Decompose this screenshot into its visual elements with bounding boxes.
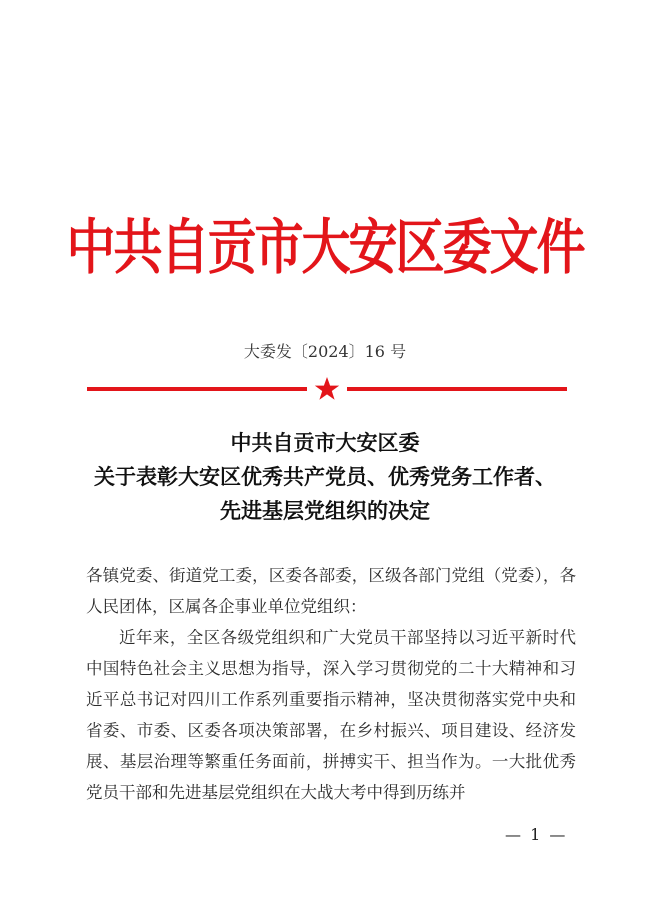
- title-line-1: 中共自贡市大安区委: [230, 430, 420, 455]
- divider-line-left: [87, 387, 307, 391]
- addressee-paragraph: 各镇党委、街道党工委，区委各部委，区级各部门党组（党委），各人民团体，区属各企事业单位党组织：: [86, 566, 576, 616]
- decision-title: [0, 426, 650, 528]
- document-body: [86, 560, 576, 808]
- document-number: 大委发〔2024〕16 号: [243, 342, 407, 361]
- document-header-title: 中共自贡市大安区委文件: [66, 213, 584, 283]
- body-paragraph: 近年来，全区各级党组织和广大党员干部坚持以习近平新时代中国特色社会主义思想为指导，深入学习贯彻党的二十大精神和习近平总书记对四川工作系列重要指示精神，坚决贯彻落实党中央和省委、市委、区委各项决策部署，在乡村振兴、项目建设、经济发展、基层治理等繁重任务面前，拼搏实干、担当作为。一大批优秀党员干部和先进基层党组织在大战大考中得到历练并: [86, 628, 576, 802]
- page-number: — 1 —: [505, 825, 568, 844]
- divider-line-right: [347, 387, 567, 391]
- title-line-2: 关于表彰大安区优秀共产党员、优秀党务工作者、: [94, 464, 556, 489]
- red-star-icon: [314, 376, 340, 402]
- title-line-3: 先进基层党组织的决定: [220, 498, 430, 523]
- red-divider: [87, 377, 567, 401]
